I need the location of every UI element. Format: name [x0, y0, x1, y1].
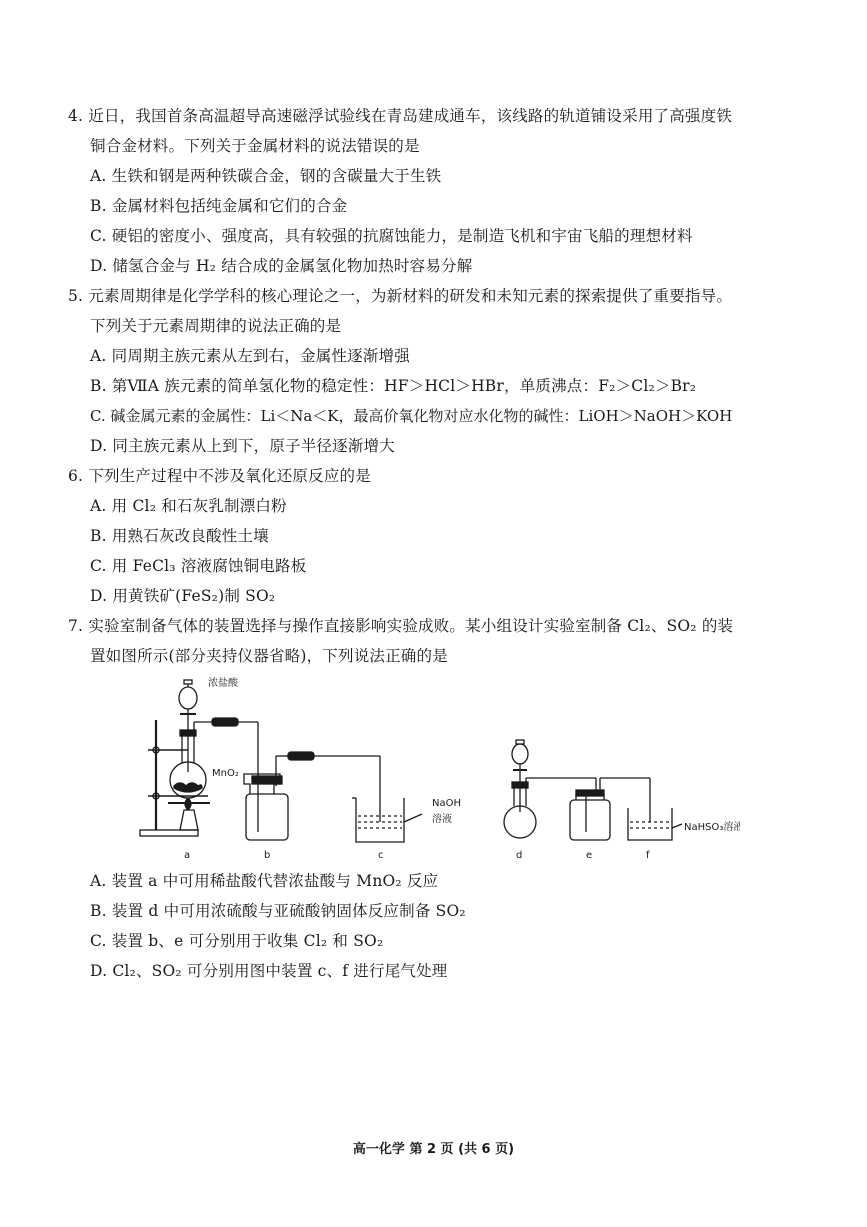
q4-stem-line1: 4. 近日，我国首条高温超导高速磁浮试验线在青岛建成通车，该线路的轨道铺设采用了高强度铁: [68, 107, 733, 125]
label-a: a: [184, 850, 191, 861]
stand-base: [140, 830, 198, 836]
q4-option-d: D. 储氢合金与 H₂ 结合成的金属氢化物加热时容易分解: [90, 257, 473, 275]
separatory-funnel: [179, 687, 197, 709]
q6-option-a: A. 用 Cl₂ 和石灰乳制漂白粉: [90, 497, 287, 515]
q5-option-a: A. 同周期主族元素从左到右，金属性逐渐增强: [90, 347, 410, 365]
q5-option-d: D. 同主族元素从上到下，原子半径逐渐增大: [90, 437, 395, 455]
q6-option-c: C. 用 FeCl₃ 溶液腐蚀铜电路板: [90, 557, 307, 575]
page-footer: 高一化学 第 2 页 (共 6 页): [352, 1142, 515, 1157]
q6-option-b: B. 用熟石灰改良酸性土壤: [90, 527, 269, 545]
rubber-tube-bc: [288, 752, 314, 760]
apparatus-figure: [130, 672, 740, 864]
q6-stem-line1: 6. 下列生产过程中不涉及氧化还原反应的是: [68, 467, 371, 485]
device-d: [504, 740, 596, 838]
q4-stem-line2: 铜合金材料。下列关于金属材料的说法错误的是: [90, 137, 420, 155]
q7-option-d: D. Cl₂、SO₂ 可分别用图中装置 c、f 进行尾气处理: [90, 962, 448, 980]
q5-stem-line1: 5. 元素周期律是化学学科的核心理论之一，为新材料的研发和未知元素的探索提供了重要指导。: [68, 287, 733, 305]
label-c: c: [378, 850, 384, 861]
label-d: d: [516, 850, 523, 861]
q7-stem-line1: 7. 实验室制备气体的装置选择与操作直接影响实验成败。某小组设计实验室制备 Cl₂、SO₂ 的装: [68, 617, 734, 635]
device-a: [140, 680, 212, 836]
alcohol-burner: [180, 810, 198, 830]
apparatus-diagram: [130, 672, 740, 864]
label-b: b: [264, 850, 271, 861]
q4-option-c: C. 硬铝的密度小、强度高，具有较强的抗腐蚀能力，是制造飞机和宇宙飞船的理想材料: [90, 227, 693, 245]
q5-stem-line2: 下列关于元素周期律的说法正确的是: [90, 317, 342, 335]
label-nahso3: NaHSO₃溶液: [684, 822, 740, 833]
device-c: [352, 798, 422, 842]
q5-option-b: B. 第ⅦA 族元素的简单氢化物的稳定性：HF＞HCl＞HBr，单质沸点：F₂＞Cl₂＞Br₂: [90, 377, 697, 395]
label-solution: 溶液: [432, 814, 452, 825]
bottle-e: [570, 800, 610, 840]
label-naoh: NaOH: [432, 798, 461, 809]
device-f: [628, 808, 682, 840]
rubber-tube-ab: [212, 718, 238, 726]
q7-option-a: A. 装置 a 中可用稀盐酸代替浓盐酸与 MnO₂ 反应: [90, 872, 439, 890]
label-conc-hcl: 浓盐酸: [208, 678, 238, 689]
q4-option-a: A. 生铁和钢是两种铁碳合金，钢的含碳量大于生铁: [90, 167, 442, 185]
device-b: [244, 756, 288, 840]
q7-option-b: B. 装置 d 中可用浓硫酸与亚硫酸钠固体反应制备 SO₂: [90, 902, 466, 920]
bottle-b: [246, 794, 288, 840]
q5-option-c: C. 碱金属元素的金属性：Li＜Na＜K，最高价氧化物对应水化物的碱性：LiOH＞NaOH＞KOH: [90, 407, 733, 425]
q6-option-d: D. 用黄铁矿(FeS₂)制 SO₂: [90, 587, 276, 605]
q7-option-c: C. 装置 b、e 可分别用于收集 Cl₂ 和 SO₂: [90, 932, 384, 950]
device-e: [570, 778, 650, 840]
q7-stem-line2: 置如图所示(部分夹持仪器省略)，下列说法正确的是: [90, 647, 448, 665]
label-e: e: [586, 850, 593, 861]
q4-option-b: B. 金属材料包括纯金属和它们的合金: [90, 197, 348, 215]
label-mno2: MnO₂: [212, 768, 239, 779]
label-f: f: [646, 850, 650, 861]
mno2-solid: [174, 783, 202, 792]
